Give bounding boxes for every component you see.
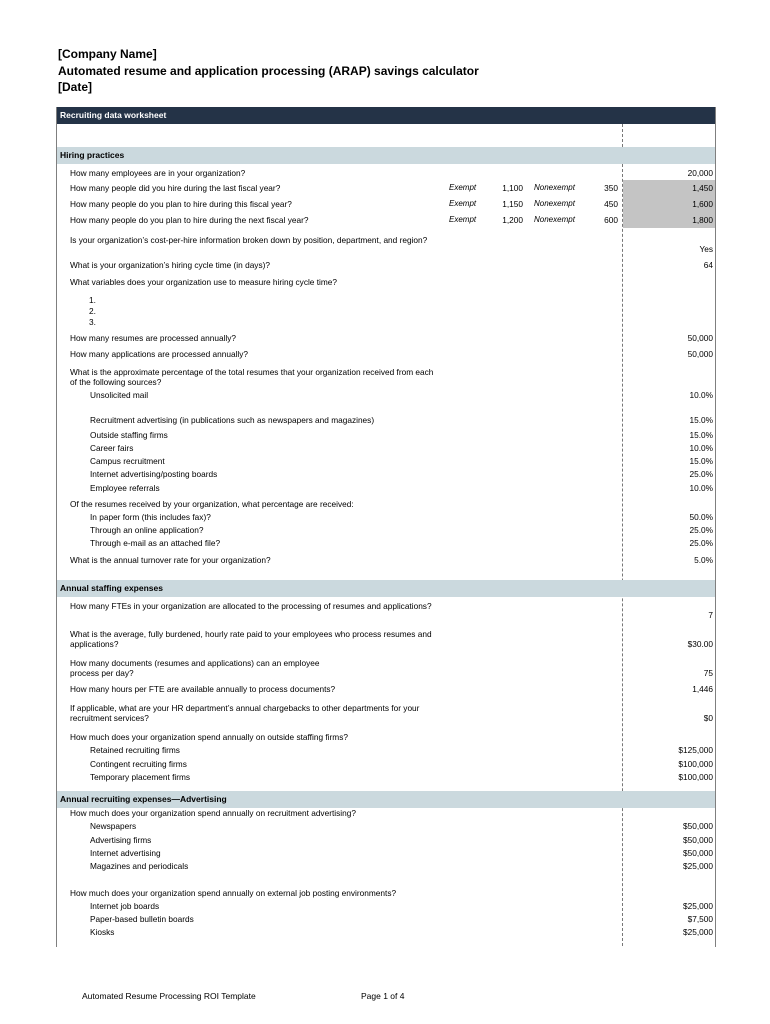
exempt-label: Exempt bbox=[449, 199, 477, 208]
hours-value[interactable]: 1,446 bbox=[692, 684, 713, 694]
company-name: [Company Name] bbox=[58, 47, 157, 61]
firm-value[interactable]: $100,000 bbox=[678, 759, 713, 769]
job-posting-question: How much does your organization spend annually on external job posting environments? bbox=[70, 888, 397, 898]
fte-question: How many FTEs in your organization are allocated to the processing of resumes and applications? bbox=[70, 601, 432, 611]
chargebacks-value[interactable]: $0 bbox=[703, 713, 713, 723]
source-label: Career fairs bbox=[90, 443, 134, 453]
variable-list-item[interactable]: 3. bbox=[89, 317, 96, 327]
applications-value[interactable]: 50,000 bbox=[687, 349, 713, 359]
turnover-question: What is the annual turnover rate for your organization? bbox=[70, 555, 271, 565]
footer-template-name: Automated Resume Processing ROI Template bbox=[82, 991, 256, 1001]
documents-question-line2: process per day? bbox=[70, 668, 134, 678]
exempt-label: Exempt bbox=[449, 215, 477, 224]
employees-value[interactable]: 20,000 bbox=[687, 168, 713, 178]
employees-question: How many employees are in your organization? bbox=[70, 168, 246, 178]
section-hiring-practices: Hiring practices bbox=[57, 147, 715, 164]
firm-value[interactable]: $100,000 bbox=[678, 772, 713, 782]
posting-value[interactable]: $7,500 bbox=[687, 914, 713, 924]
source-label: Campus recruitment bbox=[90, 456, 165, 466]
documents-question: How many documents (resumes and applications) can an employee bbox=[70, 658, 320, 668]
posting-label: Kiosks bbox=[90, 927, 115, 937]
advertising-value[interactable]: $50,000 bbox=[683, 835, 713, 845]
advertising-question: How much does your organization spend annually on recruitment advertising? bbox=[70, 808, 356, 818]
source-value[interactable]: 25.0% bbox=[689, 469, 713, 479]
source-value[interactable]: 10.0% bbox=[689, 443, 713, 453]
posting-label: Internet job boards bbox=[90, 901, 160, 911]
exempt-value[interactable]: 1,150 bbox=[502, 199, 523, 209]
exempt-value[interactable]: 1,100 bbox=[502, 183, 523, 193]
source-value[interactable]: 10.0% bbox=[689, 483, 713, 493]
advertising-label: Advertising firms bbox=[90, 835, 152, 845]
resumes-value[interactable]: 50,000 bbox=[687, 333, 713, 343]
format-question: Of the resumes received by your organization, what percentage are received: bbox=[70, 499, 354, 509]
hourly-rate-question: What is the average, fully burdened, hourly rate paid to your employees who process resumes and applications? bbox=[70, 629, 432, 649]
nonexempt-label: Nonexempt bbox=[534, 215, 575, 224]
hire-question: How many people do you plan to hire during the next fiscal year? bbox=[70, 215, 309, 225]
nonexempt-label: Nonexempt bbox=[534, 183, 575, 192]
nonexempt-label: Nonexempt bbox=[534, 199, 575, 208]
variable-list-item[interactable]: 1. bbox=[89, 295, 96, 305]
advertising-label: Internet advertising bbox=[90, 848, 161, 858]
format-value[interactable]: 25.0% bbox=[689, 538, 713, 548]
document-date: [Date] bbox=[58, 80, 93, 94]
firm-label: Contingent recruiting firms bbox=[90, 759, 187, 769]
worksheet-header: Recruiting data worksheet bbox=[57, 107, 715, 124]
recruiting-worksheet bbox=[56, 107, 716, 947]
fte-value[interactable]: 7 bbox=[708, 610, 713, 620]
advertising-value[interactable]: $25,000 bbox=[683, 861, 713, 871]
format-label: Through an online application? bbox=[90, 525, 204, 535]
section-advertising-expenses: Annual recruiting expenses—Advertising bbox=[57, 791, 715, 808]
hire-total-value: 1,600 bbox=[692, 199, 713, 209]
resumes-question: How many resumes are processed annually? bbox=[70, 333, 237, 343]
format-value[interactable]: 25.0% bbox=[689, 525, 713, 535]
advertising-label: Magazines and periodicals bbox=[90, 861, 189, 871]
advertising-value[interactable]: $50,000 bbox=[683, 821, 713, 831]
staffing-firms-question: How much does your organization spend annually on outside staffing firms? bbox=[70, 732, 348, 742]
advertising-value[interactable]: $50,000 bbox=[683, 848, 713, 858]
cost-per-hire-value[interactable]: Yes bbox=[699, 244, 713, 254]
nonexempt-value[interactable]: 600 bbox=[604, 215, 618, 225]
hire-question: How many people do you plan to hire during this fiscal year? bbox=[70, 199, 292, 209]
hire-total-value: 1,450 bbox=[692, 183, 713, 193]
sources-question: What is the approximate percentage of the total resumes that your organization received from each of the following sources? bbox=[70, 367, 434, 387]
source-value[interactable]: 15.0% bbox=[689, 430, 713, 440]
posting-value[interactable]: $25,000 bbox=[683, 927, 713, 937]
source-label: Internet advertising/posting boards bbox=[90, 469, 218, 479]
document-title: Automated resume and application processing (ARAP) savings calculator bbox=[58, 64, 479, 78]
source-label: Recruitment advertising (in publications such as newspapers and magazines) bbox=[90, 415, 375, 425]
hourly-rate-value[interactable]: $30.00 bbox=[687, 639, 713, 649]
source-value[interactable]: 15.0% bbox=[689, 456, 713, 466]
documents-value[interactable]: 75 bbox=[703, 668, 713, 678]
source-label: Unsolicited mail bbox=[90, 390, 149, 400]
cycle-time-value[interactable]: 64 bbox=[703, 260, 713, 270]
footer-page-number: Page 1 of 4 bbox=[361, 991, 405, 1001]
cost-per-hire-question: Is your organization’s cost-per-hire information broken down by position, department, and region? bbox=[70, 235, 428, 245]
cycle-time-question: What is your organization’s hiring cycle time (in days)? bbox=[70, 260, 270, 270]
posting-label: Paper-based bulletin boards bbox=[90, 914, 194, 924]
firm-label: Temporary placement firms bbox=[90, 772, 191, 782]
format-label: In paper form (this includes fax)? bbox=[90, 512, 211, 522]
turnover-value[interactable]: 5.0% bbox=[694, 555, 713, 565]
firm-value[interactable]: $125,000 bbox=[678, 745, 713, 755]
hire-total-value: 1,800 bbox=[692, 215, 713, 225]
cycle-variables-question: What variables does your organization use to measure hiring cycle time? bbox=[70, 277, 338, 287]
hours-question: How many hours per FTE are available annually to process documents? bbox=[70, 684, 336, 694]
format-value[interactable]: 50.0% bbox=[689, 512, 713, 522]
nonexempt-value[interactable]: 350 bbox=[604, 183, 618, 193]
hire-question: How many people did you hire during the last fiscal year? bbox=[70, 183, 281, 193]
source-value[interactable]: 10.0% bbox=[689, 390, 713, 400]
exempt-value[interactable]: 1,200 bbox=[502, 215, 523, 225]
exempt-label: Exempt bbox=[449, 183, 477, 192]
firm-label: Retained recruiting firms bbox=[90, 745, 180, 755]
variable-list-item[interactable]: 2. bbox=[89, 306, 96, 316]
posting-value[interactable]: $25,000 bbox=[683, 901, 713, 911]
value-column-divider bbox=[622, 124, 623, 946]
source-label: Outside staffing firms bbox=[90, 430, 168, 440]
nonexempt-value[interactable]: 450 bbox=[604, 199, 618, 209]
source-value[interactable]: 15.0% bbox=[689, 415, 713, 425]
applications-question: How many applications are processed annually? bbox=[70, 349, 249, 359]
source-label: Employee referrals bbox=[90, 483, 160, 493]
advertising-label: Newspapers bbox=[90, 821, 137, 831]
chargebacks-question: If applicable, what are your HR department’s annual chargebacks to other departments for your recruitment services? bbox=[70, 703, 420, 723]
format-label: Through e-mail as an attached file? bbox=[90, 538, 221, 548]
section-staffing-expenses: Annual staffing expenses bbox=[57, 580, 715, 597]
